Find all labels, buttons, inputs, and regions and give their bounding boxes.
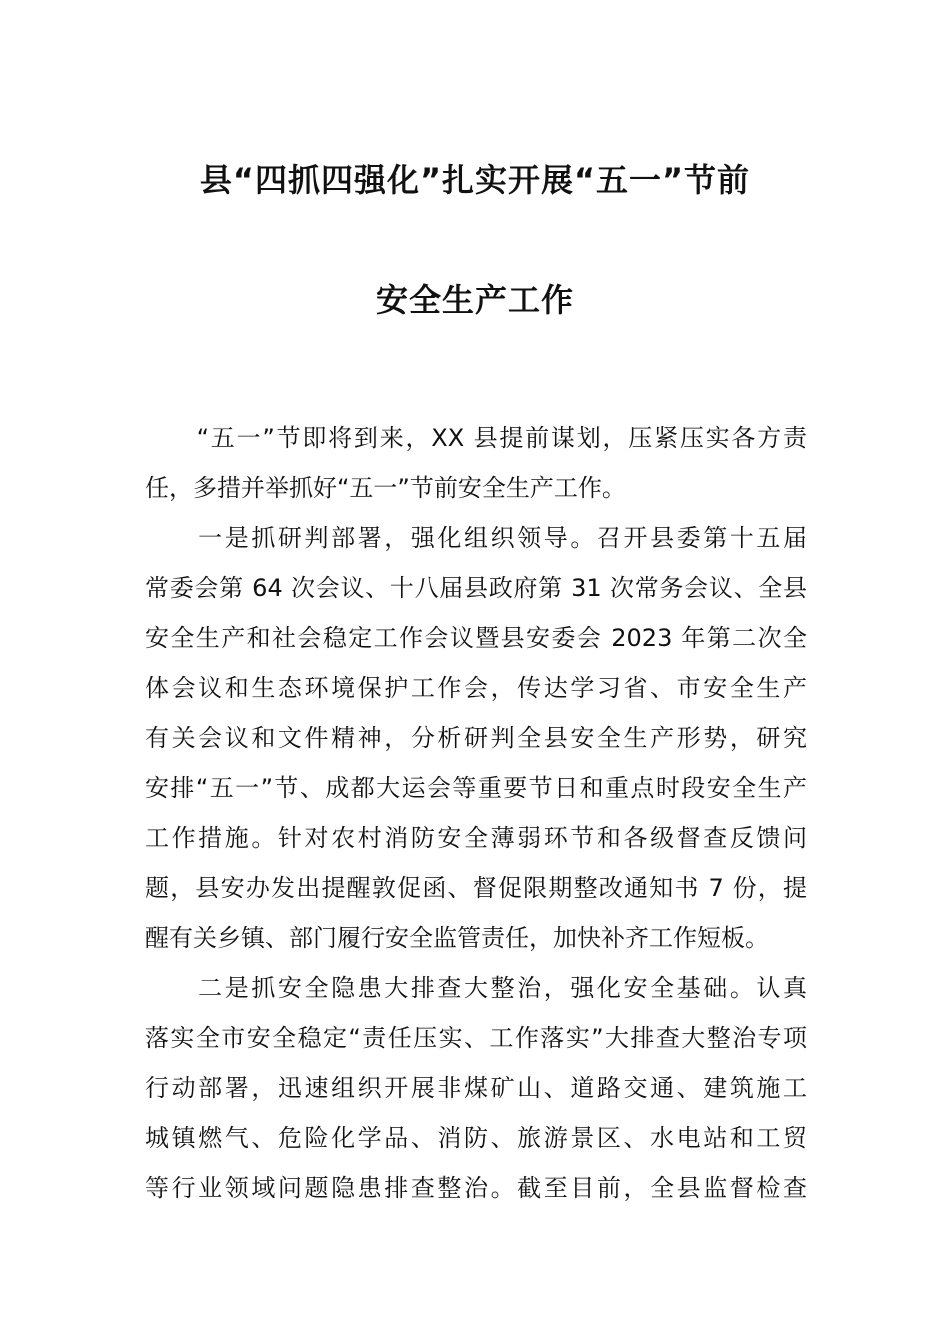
body-line: 安全生产和社会稳定工作会议暨县安委会 2023 年第二次全 [145,624,807,652]
body-line: 工作措施。针对农村消防安全薄弱环节和各级督查反馈问 [145,824,807,852]
body-line: 行动部署，迅速组织开展非煤矿山、道路交通、建筑施工 [145,1074,807,1102]
body-line: 等行业领域问题隐患排查整治。截至目前，全县监督检查 [145,1174,807,1202]
body-line: 一是抓研判部署，强化组织领导。召开县委第十五届 [145,524,807,552]
body-line: 体会议和生态环境保护工作会，传达学习省、市安全生产 [145,674,807,702]
body-line: 醒有关乡镇、部门履行安全监管责任，加快补齐工作短板。 [145,924,769,952]
body-line: 二是抓安全隐患大排查大整治，强化安全基础。认真 [145,974,807,1002]
body-line: 题，县安办发出提醒敦促函、督促限期整改通知书 7 份，提 [145,874,807,902]
body-line: 常委会第 64 次会议、十八届县政府第 31 次常务会议、全县 [145,574,807,602]
document-title-line-2: 安全生产工作 [375,281,574,319]
document-title-line-1: 县“四抓四强化”扎实开展“五一”节前 [199,161,751,199]
body-line: 城镇燃气、危险化学品、消防、旅游景区、水电站和工贸 [145,1124,807,1152]
body-line: “五一”节即将到来，XX 县提前谋划，压紧压实各方责 [145,424,807,452]
body-line: 有关会议和文件精神，分析研判全县安全生产形势，研究 [145,724,807,752]
body-line: 安排“五一”节、成都大运会等重要节日和重点时段安全生产 [145,774,807,802]
body-line: 任，多措并举抓好“五一”节前安全生产工作。 [145,474,626,502]
body-line: 落实全市安全稳定“责任压实、工作落实”大排查大整治专项 [145,1024,807,1052]
